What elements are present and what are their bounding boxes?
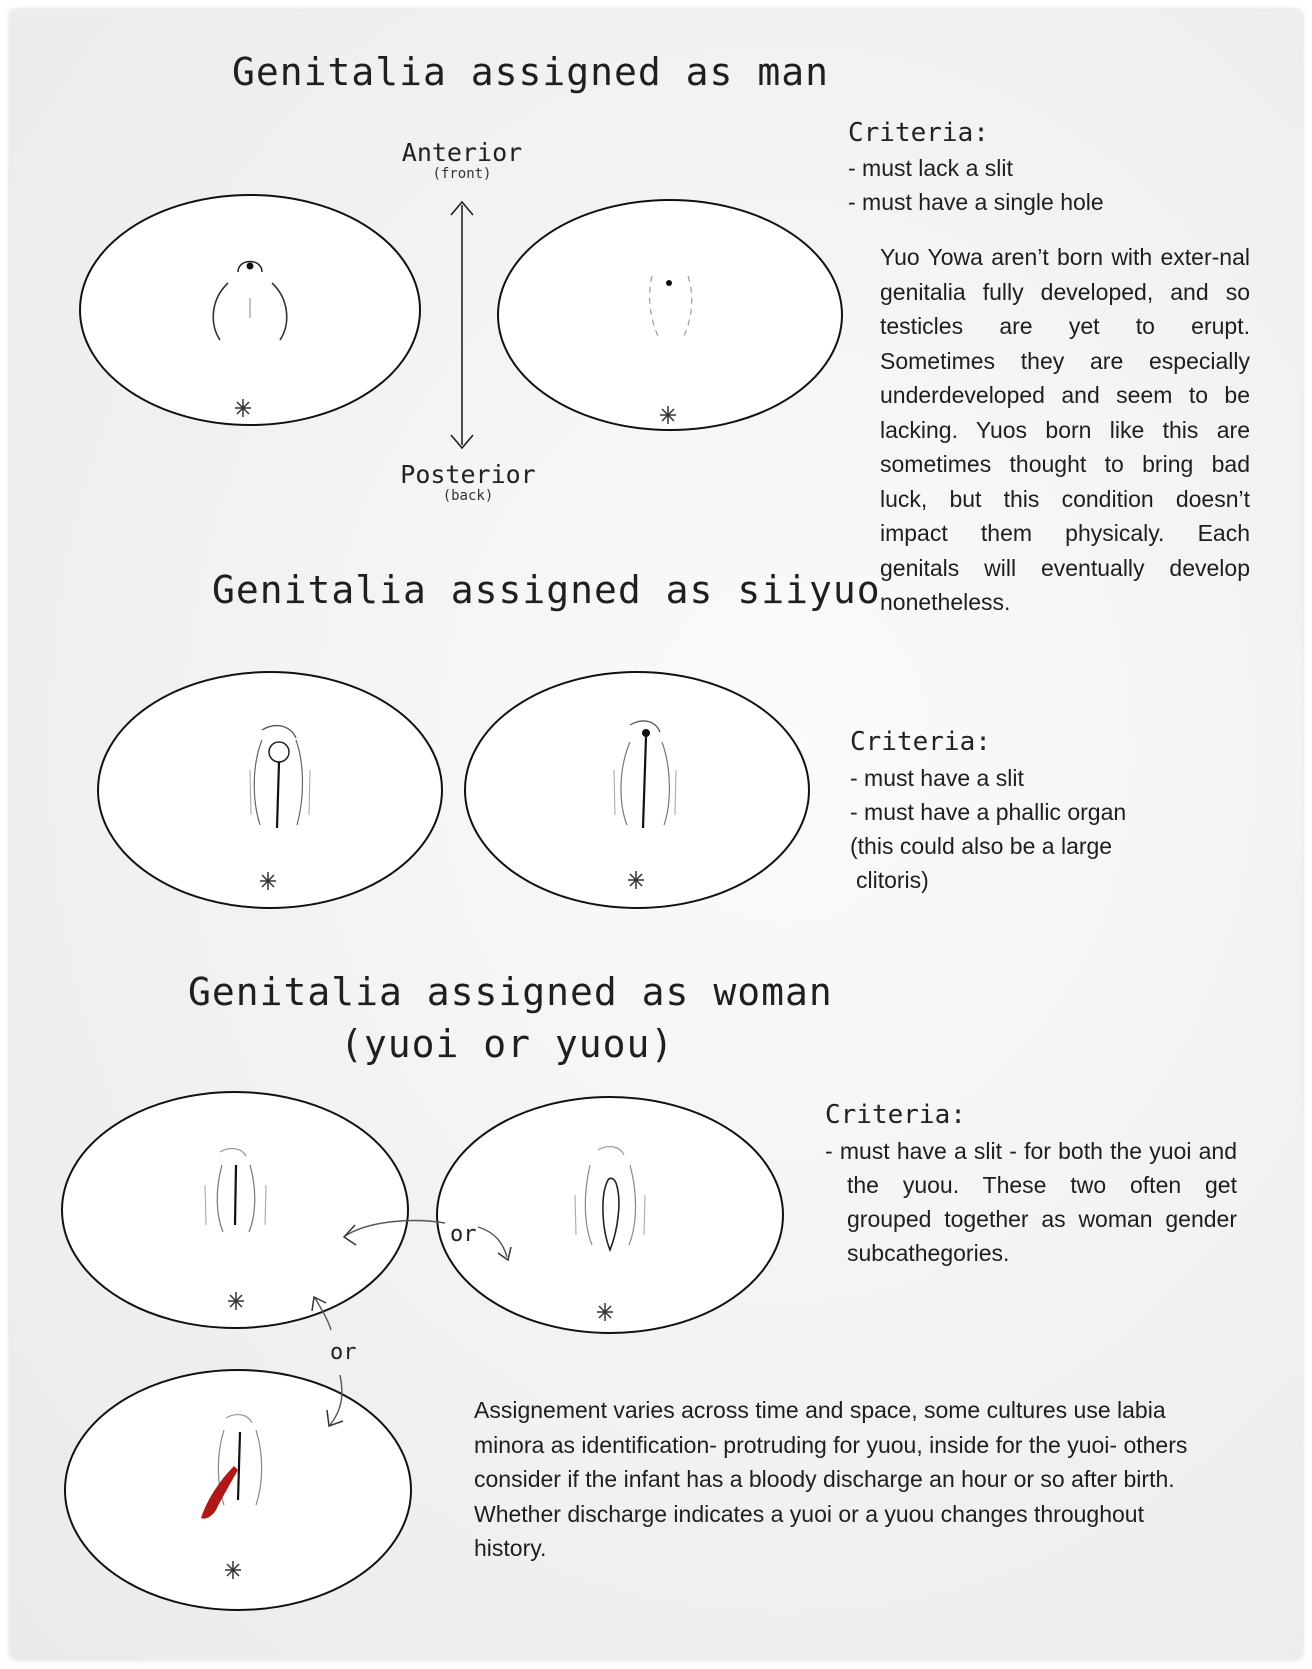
hole-dot xyxy=(247,263,254,270)
woman-section-subtitle: (yuoi or yuou) xyxy=(340,1022,675,1066)
anterior-subtext: (front) xyxy=(432,166,492,182)
woman-criteria-list xyxy=(825,1134,1237,1270)
woman-explanation-paragraph: Assignement varies across time and space, some cultures use labia minora as identification- protruding for yuou, inside for the yuoi- others consider if the infant has a bloody discharge an hour or so after birth. Whether discharge indicates a yuoi or a yuou changes throughout history. xyxy=(474,1397,1188,1561)
siiyuo-criteria-heading: Criteria: xyxy=(850,727,991,757)
anus-asterisk-icon xyxy=(225,1561,241,1579)
posterior-text: Posterior xyxy=(400,460,536,489)
anus-asterisk-icon xyxy=(228,1292,244,1310)
posterior-label xyxy=(398,462,538,504)
anus-asterisk-icon xyxy=(660,406,676,424)
siiyuo-diagram-left xyxy=(98,672,442,908)
list-item: - must have a phallic organ xyxy=(850,799,1127,825)
posterior-subtext: (back) xyxy=(442,488,494,504)
siiyuo-criteria-list xyxy=(850,761,1280,897)
anterior-text: Anterior xyxy=(401,138,523,167)
man-criteria-heading: Criteria: xyxy=(848,118,989,148)
anus-asterisk-icon xyxy=(628,871,644,889)
man-diagram-right xyxy=(498,200,842,430)
orientation-arrow xyxy=(451,202,473,448)
siiyuo-section-title: Genitalia assigned as siiyuo xyxy=(212,568,881,612)
list-item: - must have a slit xyxy=(850,765,1024,791)
anus-asterisk-icon xyxy=(235,399,251,417)
body-outline-oval xyxy=(98,672,442,908)
body-outline-oval xyxy=(465,672,809,908)
woman-section-title: Genitalia assigned as woman xyxy=(188,970,833,1014)
list-item: (this could also be a large xyxy=(850,833,1113,859)
phallic-organ xyxy=(642,729,650,737)
man-diagram-left xyxy=(80,195,420,425)
woman-diagram-top-left xyxy=(62,1092,408,1328)
siiyuo-diagram-right xyxy=(465,672,809,908)
man-explanation-paragraph: Yuo Yowa aren’t born with exter-nal genitalia fully developed, and so testicles are yet to erupt. Sometimes they are especially underdeveloped and seem to be lacking. Yuos born like this are sometimes thought to bring bad luck, but this condition doesn’t impact them physicaly. Each genitals will eventually develop nonetheless. xyxy=(880,244,1250,615)
list-item: - must have a single hole xyxy=(848,189,1104,215)
slit-line xyxy=(235,1165,236,1225)
woman-diagram-bottom xyxy=(65,1370,411,1610)
body-outline-oval xyxy=(437,1097,783,1333)
woman-criteria-heading: Criteria: xyxy=(825,1100,966,1130)
anus-asterisk-icon xyxy=(260,872,276,890)
anus-asterisk-icon xyxy=(597,1303,613,1321)
list-item: - must have a slit - for both the yuoi and the yuou. These two often get grouped together as woman gender subcathegories. xyxy=(825,1138,1237,1266)
list-item: clitoris) xyxy=(856,867,929,893)
man-section-title: Genitalia assigned as man xyxy=(232,50,829,94)
or-label-vertical: or xyxy=(330,1340,357,1365)
list-item: - must lack a slit xyxy=(848,155,1013,181)
or-label-horizontal: or xyxy=(450,1222,477,1247)
hole-dot xyxy=(666,280,672,286)
body-outline-oval xyxy=(498,200,842,430)
anterior-label xyxy=(392,140,532,182)
woman-diagram-top-right xyxy=(437,1097,783,1333)
man-criteria-list xyxy=(848,151,1268,219)
